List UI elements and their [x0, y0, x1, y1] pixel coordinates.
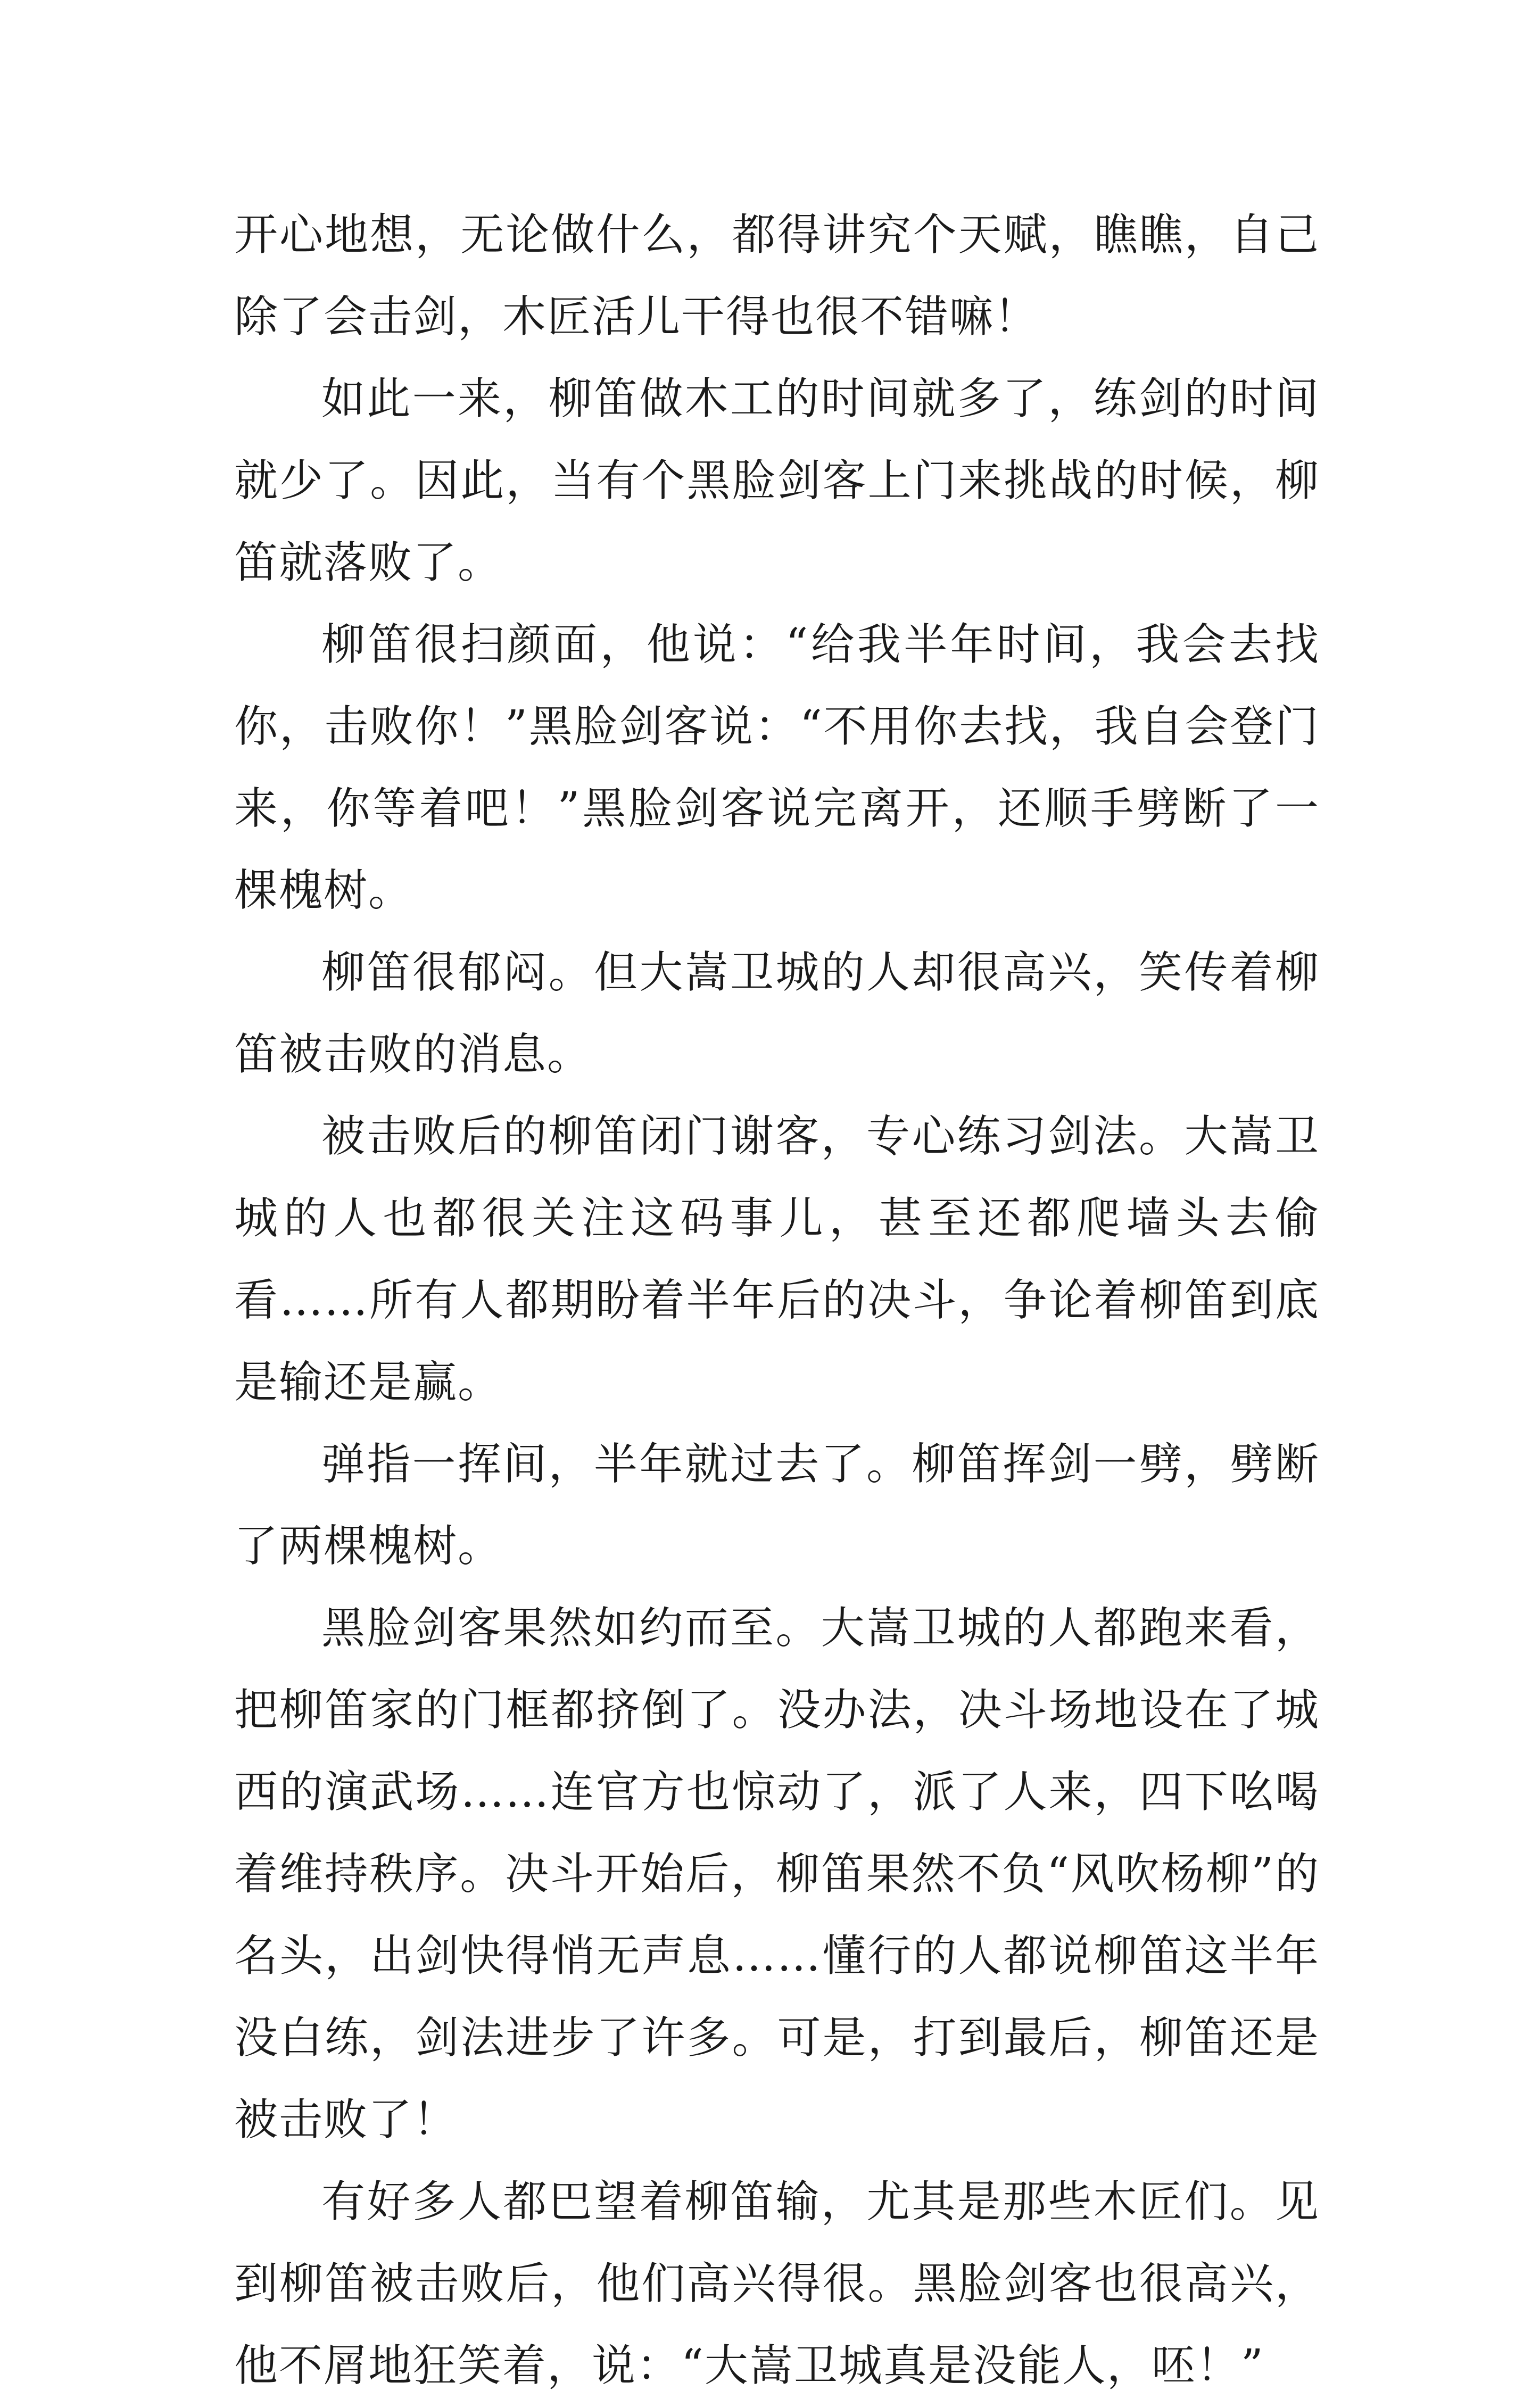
body-text — [234, 194, 1320, 2407]
paragraph: 开心地想，无论做什么，都得讲究个天赋，瞧瞧，自己除了会击剑，木匠活儿干得也很不错嘛！ — [234, 210, 1320, 342]
paragraph: 弹指一挥间，半年就过去了。柳笛挥剑一劈，劈断了两棵槐树。 — [234, 1439, 1320, 1571]
paragraph: 柳笛很扫颜面，他说：“给我半年时间，我会去找你，击败你！”黑脸剑客说：“不用你去找，我自会登门来，你等着吧！”黑脸剑客说完离开，还顺手劈断了一棵槐树。 — [234, 619, 1320, 916]
paragraph: 有好多人都巴望着柳笛输，尤其是那些木匠们。见到柳笛被击败后，他们高兴得很。黑脸剑客也很高兴，他不屑地狂笑着，说：“大嵩卫城真是没能人，呸！” — [234, 2177, 1320, 2391]
paragraph: 如此一来，柳笛做木工的时间就多了，练剑的时间就少了。因此，当有个黑脸剑客上门来挑战的时候，柳笛就落败了。 — [234, 374, 1320, 588]
paragraph: 柳笛很郁闷。但大嵩卫城的人却很高兴，笑传着柳笛被击败的消息。 — [234, 947, 1320, 1080]
paragraph: 黑脸剑客果然如约而至。大嵩卫城的人都跑来看，把柳笛家的门框都挤倒了。没办法，决斗场地设在了城西的演武场……连官方也惊动了，派了人来，四下吆喝着维持秩序。决斗开始后，柳笛果然不负“风吹杨柳”的名头，出剑快得悄无声息……懂行的人都说柳笛这半年没白练，剑法进步了许多。可是，打到最后，柳笛还是被击败了！ — [234, 1603, 1320, 2145]
paragraph: 被击败后的柳笛闭门谢客，专心练习剑法。大嵩卫城的人也都很关注这码事儿，甚至还都爬墙头去偷看……所有人都期盼着半年后的决斗，争论着柳笛到底是输还是赢。 — [234, 1111, 1320, 1408]
